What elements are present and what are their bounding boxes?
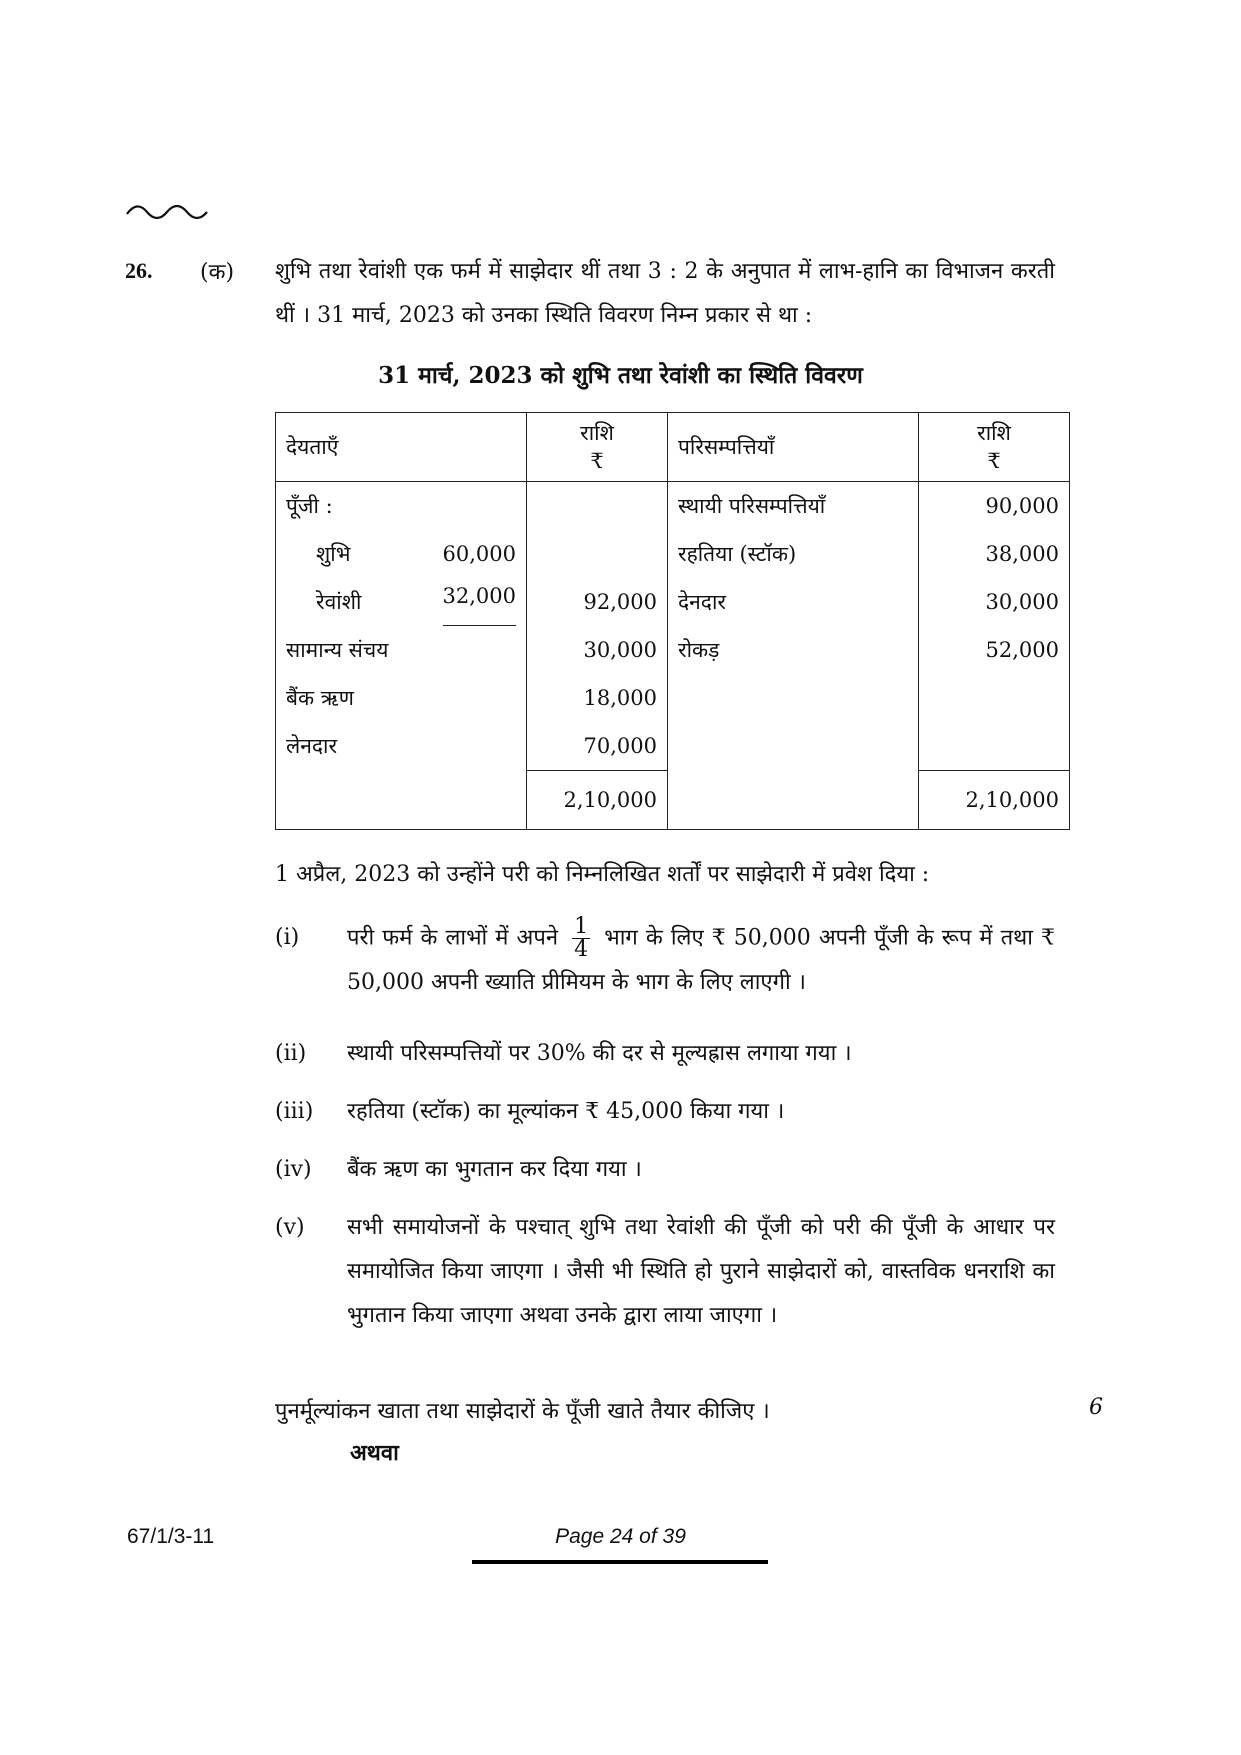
asset-amount: 30,000 [985, 590, 1059, 614]
asset-label: देनदार [678, 590, 726, 614]
instruction: पुनर्मूल्यांकन खाता तथा साझेदारों के पूँजी खाते तैयार कीजिए । [275, 1399, 770, 1424]
header-assets: परिसम्पत्तियाँ [668, 413, 919, 482]
asset-label: रोकड़ [678, 638, 720, 662]
liability-amount: 70,000 [583, 734, 657, 758]
table-body-row [276, 482, 1070, 771]
page-number: Page 24 of 39 [555, 1525, 686, 1548]
asset-label: स्थायी परिसम्पत्तियाँ [678, 494, 826, 518]
capital-partner-row: रेवांशी 32,000 [286, 578, 516, 626]
asset-amount: 52,000 [985, 638, 1059, 662]
fraction: $\frac{1}{4}$ [574, 914, 589, 962]
liability-label: सामान्य संचय [286, 638, 389, 662]
capital-label: पूँजी : [286, 494, 333, 518]
squiggle-mark-icon [125, 198, 210, 222]
balance-sheet-table [275, 412, 1070, 830]
capital-total: 92,000 [583, 590, 657, 614]
question-part: (क) [200, 260, 235, 285]
header-liabilities: देयताएँ [276, 413, 527, 482]
liability-amount: 18,000 [583, 686, 657, 710]
page-underline [472, 1560, 768, 1564]
liability-label: बैंक ऋण [286, 686, 354, 710]
liabilities-total: 2,10,000 [527, 771, 668, 830]
paper-code: 67/1/3-11 [127, 1525, 215, 1548]
question-number: 26. [125, 258, 153, 283]
liability-amount: 30,000 [583, 638, 657, 662]
assets-total: 2,10,000 [919, 771, 1070, 830]
table-total-row [276, 771, 1070, 830]
assets-column [668, 482, 919, 771]
assets-amount-column [919, 482, 1070, 771]
term-item: (v) सभी समायोजनों के पश्चात् शुभि तथा रेवांशी की पूँजी को परी की पूँजी के आधार पर समायोजित किया जाएगा । जैसी भी स्थिति हो पुराने साझेदारों को, वास्तविक धनराशि का भुगतान किया जाएगा अथवा उनके द्वारा लाया जाएगा । [275, 1215, 1055, 1328]
capital-partner-row: शुभि 60,000 [316, 542, 516, 566]
question-intro: शुभि तथा रेवांशी एक फर्म में साझेदार थीं तथा 3 : 2 के अनुपात में लाभ-हानि का विभाजन करती थीं । 31 मार्च, 2023 को उनका स्थिति विवरण निम्न प्रकार से था : [275, 259, 1055, 328]
asset-amount: 38,000 [985, 542, 1059, 566]
table-header-row [276, 413, 1070, 482]
asset-amount: 90,000 [985, 494, 1059, 518]
liabilities-amount-column [527, 482, 668, 771]
admission-text: 1 अप्रैल, 2023 को उन्होंने परी को निम्नलिखित शर्तों पर साझेदारी में प्रवेश दिया : [275, 862, 930, 887]
term-item: (i) परी फर्म के लाभों में अपने $\frac{1}{4}$ भाग के लिए ₹ 50,000 अपनी पूँजी के रूप में तथा ₹ 50,000 अपनी ख्याति प्रीमियम के भाग के लिए लाएगी । [275, 914, 1056, 995]
or-label: अथवा [350, 1440, 399, 1466]
table-title: 31 मार्च, 2023 को शुभि तथा रेवांशी का स्थिति विवरण [378, 362, 863, 389]
liability-label: लेनदार [286, 734, 338, 758]
term-item: (iii) रहतिया (स्टॉक) का मूल्यांकन ₹ 45,000 किया गया । [275, 1099, 785, 1124]
marks: 6 [1089, 1395, 1103, 1420]
header-amount-liabilities: राशि ₹ [527, 413, 668, 482]
liabilities-column [276, 482, 527, 771]
header-amount-assets: राशि ₹ [919, 413, 1070, 482]
term-item: (iv) बैंक ऋण का भुगतान कर दिया गया । [275, 1157, 642, 1182]
asset-label: रहतिया (स्टॉक) [678, 542, 797, 566]
term-item: (ii) स्थायी परिसम्पत्तियों पर 30% की दर से मूल्यह्रास लगाया गया । [275, 1041, 852, 1066]
